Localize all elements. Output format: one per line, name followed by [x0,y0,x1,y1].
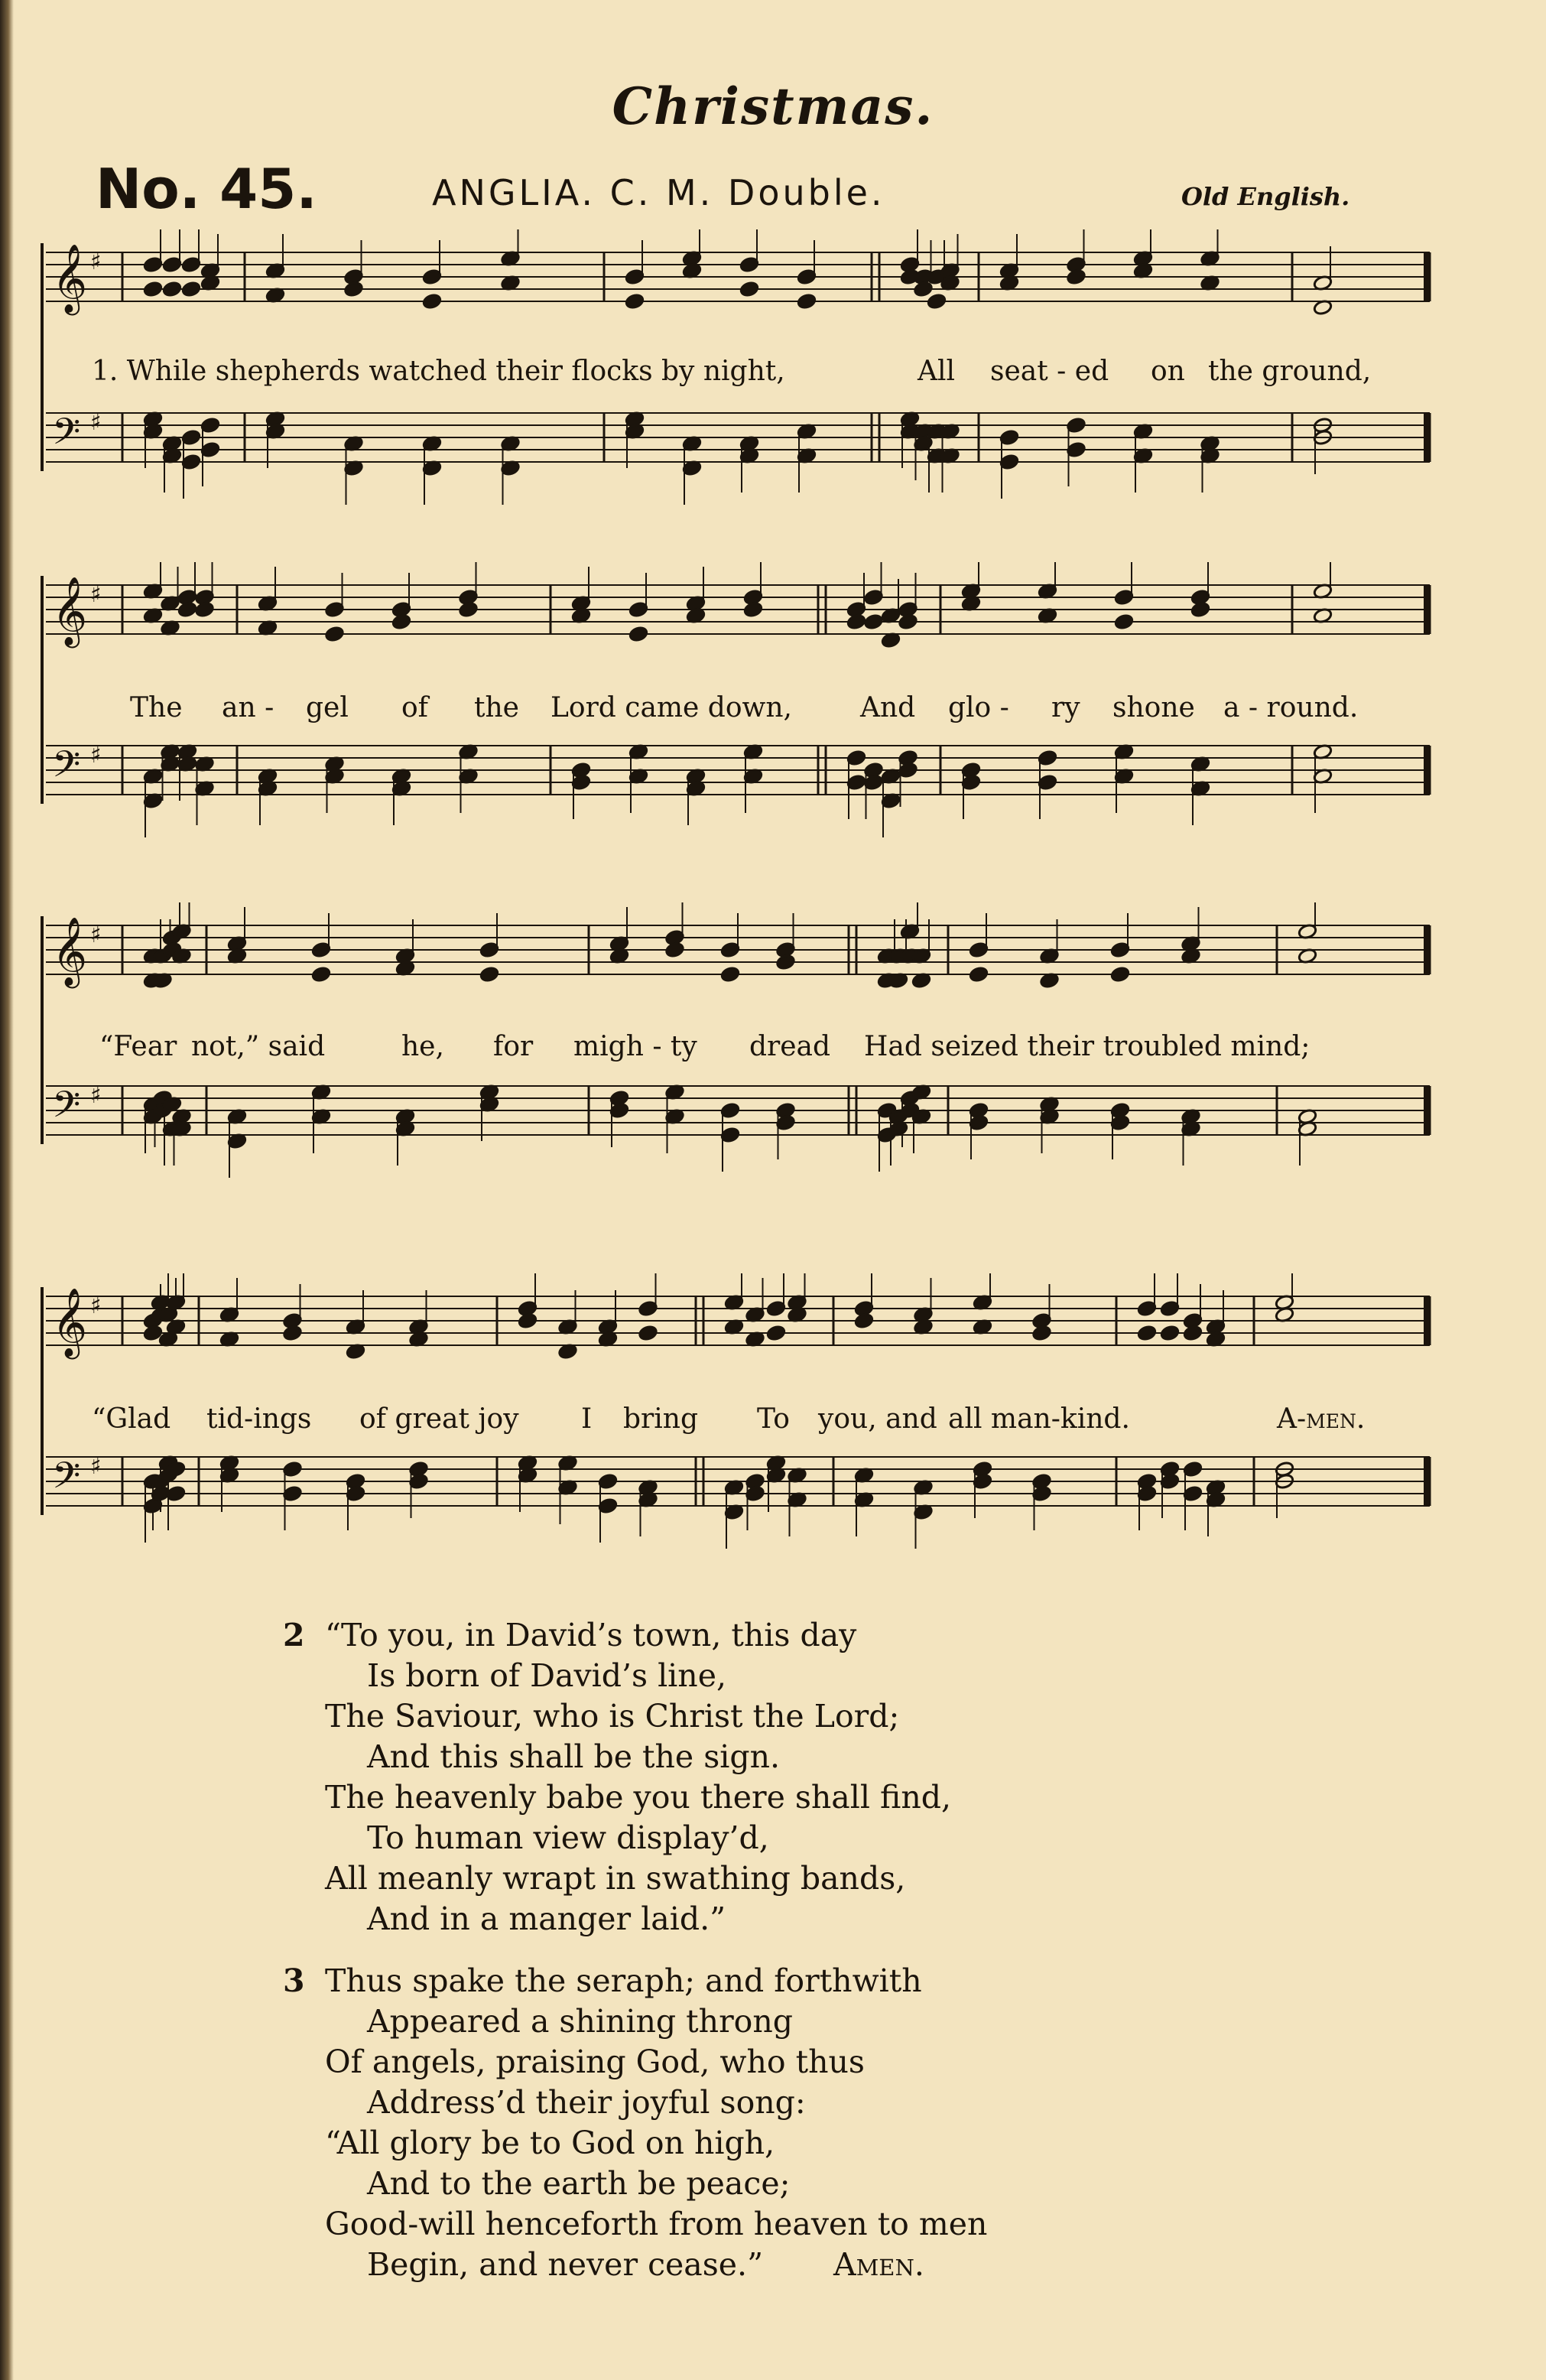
note-head [195,601,215,618]
composer-attribution: Old English. [1181,182,1350,211]
lyric-syllable: on [1151,356,1185,387]
note-head [479,966,499,983]
sharp-icon: ♯ [90,1292,102,1319]
note-head [625,293,645,310]
treble-clef-icon: 𝄞 [52,1288,88,1357]
bass-clef-icon: 𝄢 [52,1454,81,1506]
verse-line: “All glory be to God on high, [325,2125,775,2161]
music-system-4 [31,1273,1445,1610]
verse-line: Of angels, praising God, who thus [325,2043,865,2080]
note-head [1032,1325,1052,1341]
bass-clef-icon: 𝄢 [52,410,81,462]
bass-clef-icon: 𝄢 [52,743,81,795]
lyric-syllable: migh - ty [573,1031,697,1062]
verse-number: 2 [283,1617,305,1653]
note-head [518,1312,538,1329]
lyric-syllable: the ground, [1208,356,1372,387]
bass-clef-icon: 𝄢 [52,1083,81,1135]
lyric-line-1 [31,356,1445,394]
verse-line: Thus spake the seraph; and forthwith [325,1962,922,1999]
treble-clef-icon: 𝄞 [52,917,88,986]
note-head [739,281,759,298]
lyric-syllable: for [493,1031,534,1062]
verse-line: Is born of David’s line, [367,1657,726,1694]
lyric-syllable: all man-kind. [948,1403,1130,1435]
note-head [422,293,442,310]
verse-line: And to the earth be peace; [367,2165,791,2202]
lyric-syllable: the [474,692,519,723]
verse-number: 3 [283,1962,305,1999]
lyric-syllable: A-men. [1277,1403,1366,1435]
note-head [143,281,163,298]
final-bar-line [1424,1457,1430,1506]
note-head [181,281,201,298]
sharp-icon: ♯ [90,249,102,275]
note-head [720,966,740,983]
lyric-syllable: seat - ed [990,356,1109,387]
lyric-syllable: All [918,356,956,387]
lyric-syllable: tid-ings [206,1403,312,1435]
final-bar-line [1424,746,1430,795]
note-head [1160,1325,1180,1341]
note-head [344,281,364,298]
lyric-syllable: To [757,1403,790,1435]
tune-meter: ANGLIA. C. M. Double. [432,172,885,213]
lyric-syllable: bring [623,1403,698,1435]
verse-line: The heavenly babe you there shall find, [325,1779,952,1816]
note-head [459,601,479,618]
lyric-syllable: dread [749,1031,831,1062]
verse-line: To human view display’d, [367,1819,769,1856]
verse-line: Appeared a shining throng [367,2003,794,2040]
verse-line: Address’d their joyful song: [367,2084,806,2121]
verse-line: All meanly wrapt in swathing bands, [325,1860,906,1897]
sharp-icon: ♯ [90,581,102,608]
verse-line: “To you, in David’s town, this day [325,1617,857,1653]
final-bar-line [1424,925,1430,974]
sharp-icon: ♯ [90,742,102,769]
note-head [864,613,884,630]
treble-clef-icon: 𝄞 [52,244,88,313]
final-bar-line [1424,1296,1430,1345]
lyric-syllable: “Fear [99,1031,177,1062]
note-head [391,613,411,630]
note-head [162,281,182,298]
lyric-syllable: And [860,692,916,723]
lyric-line-2 [31,692,1445,730]
note-head [846,613,866,630]
section-title: Christmas. [612,76,934,136]
lyric-syllable: “Glad [92,1403,171,1435]
lyric-syllable: not,” said [191,1031,326,1062]
note-head [927,293,947,310]
music-system-1 [31,229,1445,535]
final-bar-line [1424,585,1430,634]
note-head [766,1325,786,1341]
sharp-icon: ♯ [90,922,102,948]
note-head [797,293,817,310]
sharp-icon: ♯ [90,1082,102,1109]
note-head [628,626,648,642]
verse-3 [283,1961,1200,2290]
lyric-syllable: of great joy [359,1403,519,1435]
note-head [743,601,763,618]
lyric-syllable: shone [1112,692,1195,723]
lyric-line-4 [31,1403,1445,1442]
lyric-syllable: glo - [948,692,1009,723]
note-head [177,601,197,618]
note-head [325,626,345,642]
note-head [898,613,918,630]
note-head [854,1312,874,1329]
sharp-icon: ♯ [90,409,102,436]
lyric-syllable: he, [401,1031,444,1062]
final-bar-line [1424,413,1430,462]
note-head [1110,966,1130,983]
note-head [1067,268,1086,285]
lyric-syllable: of [401,692,428,723]
note-head [1183,1325,1203,1341]
lyric-syllable: a - round. [1223,692,1359,723]
lyric-syllable: an - [222,692,274,723]
treble-clef-icon: 𝄞 [52,577,88,645]
music-system-3 [31,902,1445,1224]
music-system-2 [31,562,1445,883]
note-head [969,966,989,983]
final-bar-line [1424,1086,1430,1135]
lyric-syllable: Had seized their troubled mind; [864,1031,1311,1062]
sharp-icon: ♯ [90,1453,102,1480]
note-head [311,966,331,983]
lyric-syllable: I [581,1403,593,1435]
lyric-syllable: The [130,692,183,723]
lyric-syllable: you, and [818,1403,937,1435]
verse-line: Begin, and never cease.” [367,2246,764,2283]
note-head [1114,613,1134,630]
music-staves-4 [31,1273,1445,1610]
page-binding-edge [0,0,14,2380]
final-bar-line [1424,252,1430,301]
note-head [638,1325,658,1341]
lyric-syllable: 1. While shepherds watched their flocks by night, [92,356,785,387]
note-head [1190,601,1210,618]
amen: Amen. [833,2246,924,2283]
note-head [1137,1325,1157,1341]
note-head [776,954,796,971]
verse-line: Good-will henceforth from heaven to men [325,2206,988,2242]
verse-line: And in a manger laid.” [367,1900,726,1937]
lyric-syllable: ry [1051,692,1080,723]
verse-2 [283,1615,1200,1944]
verse-line: The Saviour, who is Christ the Lord; [325,1698,900,1735]
lyric-syllable: gel [306,692,349,723]
note-head [283,1325,303,1341]
note-head [914,281,934,298]
note-head [665,941,685,958]
lyric-line-3 [31,1031,1445,1069]
lyric-syllable: Lord came down, [551,692,792,723]
hymn-number: No. 45. [96,157,317,221]
verse-line: And this shall be the sign. [367,1738,781,1775]
